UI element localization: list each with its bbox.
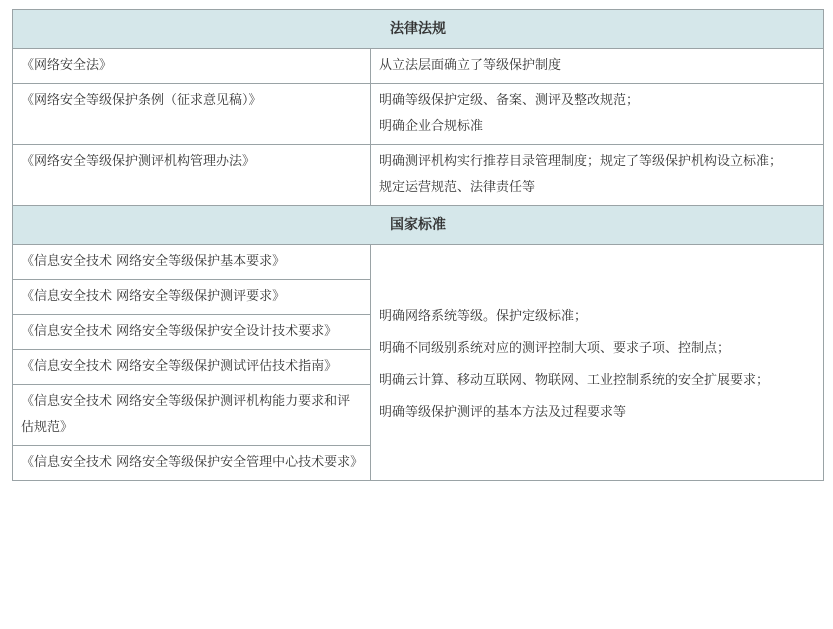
table-row xyxy=(13,245,824,280)
law-name: 《网络安全等级保护测评机构管理办法》 xyxy=(13,145,371,206)
description-line: 从立法层面确立了等级保护制度 xyxy=(379,58,562,73)
law-name: 《网络安全法》 xyxy=(13,49,371,84)
description-line: 明确测评机构实行推荐目录管理制度；规定了等级保护机构设立标准； xyxy=(379,154,783,169)
description-line: 明确企业合规标准 xyxy=(379,119,484,134)
table-row xyxy=(13,49,824,84)
description-line: 明确等级保护定级、备案、测评及整改规范； xyxy=(379,93,640,108)
law-name: 《网络安全等级保护条例（征求意见稿）》 xyxy=(13,84,371,145)
standards-header-row xyxy=(13,206,824,245)
description-line: 明确网络系统等级。保护定级标准； xyxy=(379,308,588,324)
laws-section-header: 法律法规 xyxy=(13,10,824,49)
standards-section-header: 国家标准 xyxy=(13,206,824,245)
standards-description xyxy=(371,245,824,481)
description-line: 规定运营规范、法律责任等 xyxy=(379,180,536,195)
regulations-table xyxy=(12,9,824,481)
laws-header-row xyxy=(13,10,824,49)
table-row xyxy=(13,145,824,206)
standard-name: 《信息安全技术 网络安全等级保护安全管理中心技术要求》 xyxy=(13,446,371,481)
law-description xyxy=(371,49,824,84)
law-description xyxy=(371,145,824,206)
description-line: 明确不同级别系统对应的测评控制大项、要求子项、控制点； xyxy=(379,340,731,356)
table-row xyxy=(13,84,824,145)
standard-name: 《信息安全技术 网络安全等级保护测评机构能力要求和评估规范》 xyxy=(13,385,371,446)
law-description xyxy=(371,84,824,145)
description-line: 明确云计算、移动互联网、物联网、工业控制系统的安全扩展要求； xyxy=(379,372,770,388)
standard-name: 《信息安全技术 网络安全等级保护安全设计技术要求》 xyxy=(13,315,371,350)
description-line: 明确等级保护测评的基本方法及过程要求等 xyxy=(379,404,627,420)
standard-name: 《信息安全技术 网络安全等级保护测试评估技术指南》 xyxy=(13,350,371,385)
standard-name: 《信息安全技术 网络安全等级保护测评要求》 xyxy=(13,280,371,315)
standard-name: 《信息安全技术 网络安全等级保护基本要求》 xyxy=(13,245,371,280)
